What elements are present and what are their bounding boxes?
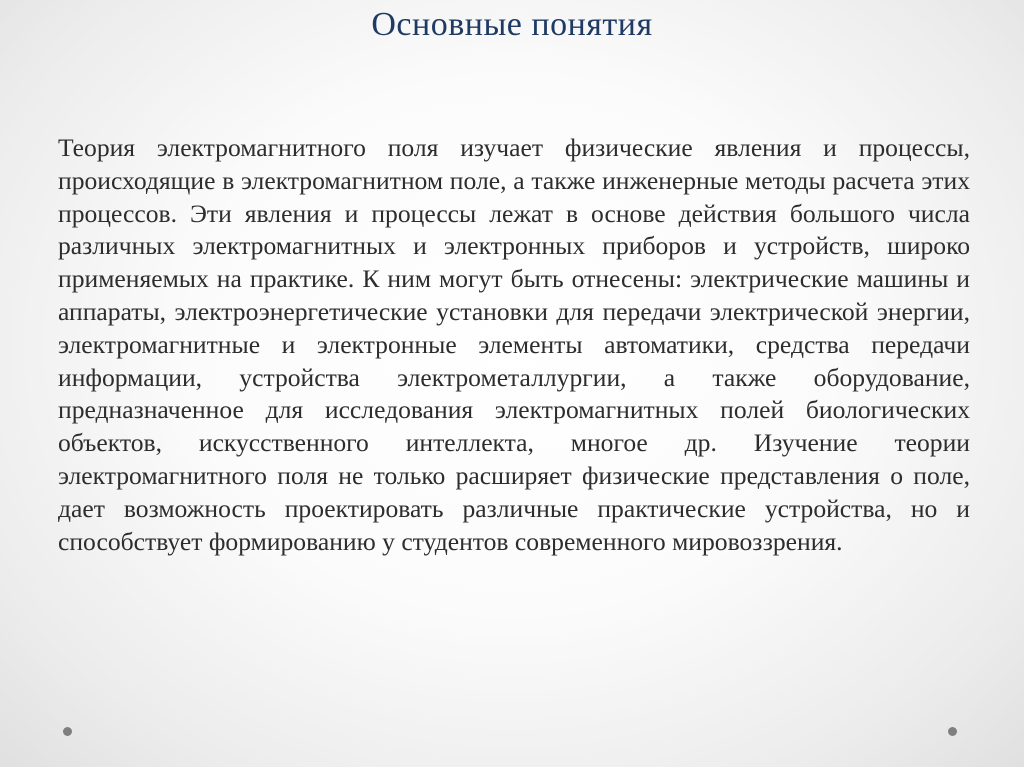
slide-body-text: Теория электромагнитного поля изучает физические явления и процессы, происходящие в электромагнитном поле, а также инженерные методы расчета этих процессов. Эти явления и процессы лежат в основе действия большого числа различных электромагнитных и электронных приборов и устройств, широко применяемых на практике. К ним могут быть отнесены: электрические машины и аппараты, электроэнергетические установки для передачи электрической энергии, электромагнитные и электронные элементы автоматики, средства передачи информации, устройства электрометаллургии, а также оборудование, предназначенное для исследования электромагнитных полей биологических объектов, искусственного интеллекта, многое др. Изучение теории электромагнитного поля не только расширяет физические представления о поле, дает возможность проектировать различные практические устройства, но и способствует формированию у студентов современного мировоззрения. — [58, 133, 970, 556]
decorative-dot-right — [948, 727, 957, 736]
decorative-dot-left — [63, 727, 72, 736]
slide-title: Основные понятия — [371, 6, 653, 43]
